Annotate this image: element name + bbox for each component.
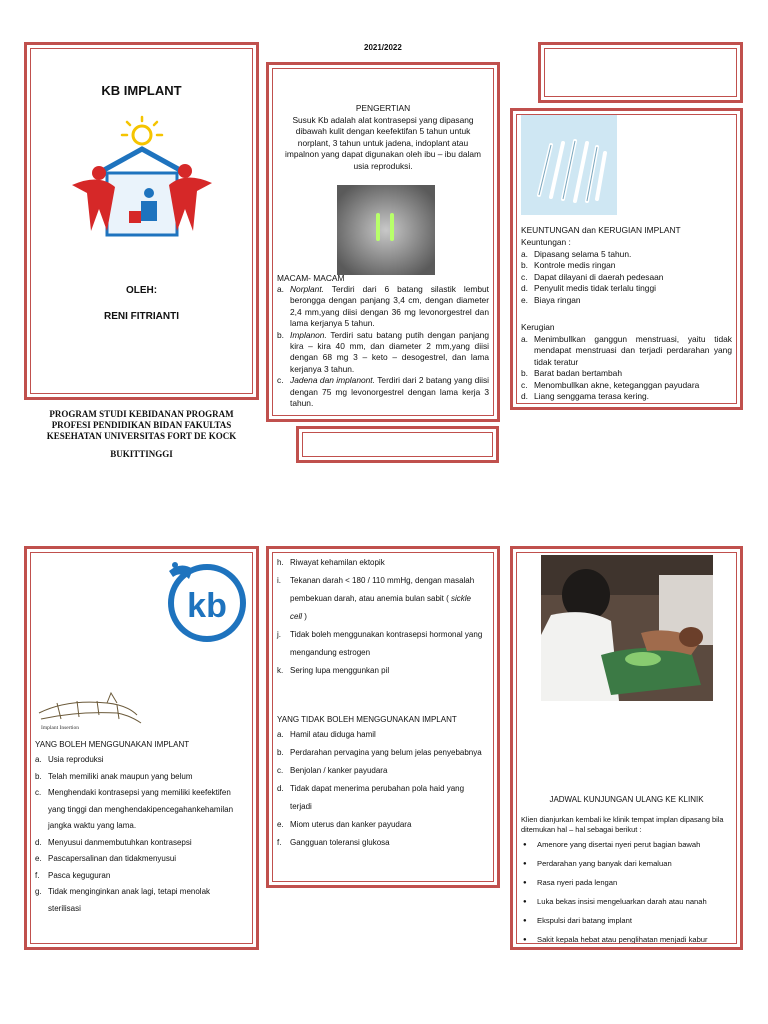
list-item: e. Biaya ringan [521, 294, 581, 305]
benefits-heading: KEUNTUNGAN dan KERUGIAN IMPLANT [521, 225, 681, 235]
allowed-heading: YANG BOLEH MENGGUNAKAN IMPLANT [35, 740, 190, 749]
list-item: e. Miom uterus dan kanker payudara [277, 820, 412, 829]
author-name: RENI FITRIANTI [104, 311, 179, 322]
kb-logo-icon [163, 557, 249, 643]
definition-heading: PENGERTIAN [355, 103, 411, 113]
cons-label: Kerugian [521, 322, 555, 332]
implant-rods-image [337, 185, 435, 275]
list-item: d. Menyusui danmembutuhkan kontrasepsi [35, 837, 192, 847]
list-item: c. Jadena dan implanont. Terdiri dari 2 batang yang diisi dengan 75 mg levonorgestrel dengan lama kerja 3 tahun. [277, 375, 489, 409]
city-name: BUKITTINGGI [110, 449, 173, 459]
schedule-heading: JADWAL KUNJUNGAN ULANG KE KLINIK [549, 795, 704, 804]
list-item: j. Tidak boleh menggunakan kontrasepsi hormonal yang mengandung estrogen [277, 630, 483, 657]
implant-photo [37, 689, 147, 743]
clinic-photo [541, 555, 713, 701]
allowed-list [35, 752, 242, 917]
list-item: g. Tidak menginginkan anak lagi, tetapi menolak sterilisasi [35, 887, 211, 913]
list-item: b. Kontrole medis ringan [521, 260, 616, 271]
list-item: ● Luka bekas insisi mengeluarkan darah atau nanah [523, 897, 732, 907]
implant-diagram-image [521, 115, 617, 215]
not-allowed-panel [266, 546, 500, 888]
schedule-list [523, 840, 732, 954]
allowed-cont-list [277, 554, 485, 680]
cons-list [521, 334, 732, 402]
list-item: b. Barat badan bertambah [521, 368, 622, 379]
list-item: k. Sering lupa menggunkan pil [277, 666, 390, 675]
list-item: ● Amenore yang disertai nyeri perut bagian bawah [523, 840, 732, 850]
list-item: d. Liang senggama terasa kering. [521, 391, 649, 402]
institution-name: PROGRAM STUDI KEBIDANAN PROGRAM PROFESI PENDIDIKAN BIDAN FAKULTAS KESEHATAN UNIVERSITAS FORT DE KOCK [46, 409, 237, 441]
list-item: ● Ekspulsi dari batang implant [523, 916, 732, 926]
top-empty-box [538, 42, 743, 103]
definition-panel [266, 62, 500, 422]
pros-label: Keuntungan : [521, 237, 571, 247]
cover-title: KB IMPLANT [101, 83, 182, 98]
list-item: c. Menombullkan akne, keteganggan payudara [521, 379, 700, 390]
pros-list [521, 249, 732, 306]
cover-panel [24, 42, 259, 400]
list-item: a. Norplant. Terdiri dari 6 batang silastik lembut berongga dengan panjang 3,4 cm, dengan diameter 2,4 mm,yang diisi dengan 36 mg levonorgestrel dan lama kerjanya 5 tahun. [277, 284, 489, 329]
list-item: ● Perdarahan yang banyak dari kemaluan [523, 859, 732, 869]
list-item: a. Menimbullkan ganggun menstruasi, yaitu tidak mendapat menstruasi dan terjadi perdarahan yang tidak teratur [521, 334, 732, 367]
list-item: b. Telah memiliki anak maupun yang belum [35, 771, 193, 781]
list-item: i. Tekanan darah < 180 / 110 mmHg, dengan masalah pembekuan darah, atau anemia bulan sabit ( sickle cell ) [277, 576, 475, 621]
schedule-intro: Klien dianjurkan kembali ke klinik tempat implan dipasang bila ditemukan hal – hal sebagai berikut : [521, 815, 724, 834]
list-item: e. Pascapersalinan dan tidakmenyusui [35, 854, 177, 863]
kb-logo-text: kb [187, 587, 227, 625]
list-item: h. Riwayat kehamilan ektopik [277, 558, 385, 567]
list-item: d. Tidak dapat menerima perubahan pola haid yang terjadi [277, 784, 465, 811]
list-item: d. Penyulit medis tidak terlalu tinggi [521, 283, 656, 294]
list-item: a. Hamil atau diduga hamil [277, 730, 376, 739]
small-empty-box [296, 426, 499, 463]
list-item: b. Implanon. Terdiri satu batang putih dengan panjang kira – kira 40 mm, dan diameter 2 mm,yang diisi dengan 68 mg 3 – keto – desogestrel, dan lama kerjanya 3 tahun. [277, 329, 489, 374]
not-allowed-heading: YANG TIDAK BOLEH MENGGUNAKAN IMPLANT [277, 715, 457, 724]
list-item: c. Benjolan / kanker payudara [277, 766, 388, 775]
types-heading: MACAM- MACAM [277, 273, 345, 283]
benefits-panel [510, 108, 743, 410]
allowed-panel [24, 546, 259, 950]
list-item: ● Sakit kepala hebat atau penglihatan menjadi kabur [523, 935, 732, 945]
list-item: c. Menghendaki kontrasepsi yang memiliki keefektifen yang tinggi dan menghendakipencegahankehamilan jangka waktu yang lama. [35, 788, 234, 830]
school-year: 2021/2022 [364, 43, 402, 52]
not-allowed-list [277, 726, 485, 852]
schedule-panel [510, 546, 743, 950]
by-label: OLEH: [125, 285, 158, 296]
implant-image-caption: Implant Insertion [41, 725, 80, 731]
list-item: c. Dapat dilayani di daerah pedesaan [521, 271, 664, 282]
types-list [277, 284, 489, 409]
definition-text: Susuk Kb adalah alat kontrasepsi yang dipasang dibawah kulit dengan keefektifan 5 tahun untuk norplant, 3 tahun untuk jadena, indoplant atau impalnon yang dapat digunakan oleh ibu – ibu dalam usia reproduksi. [284, 115, 482, 171]
list-item: f. Gangguan toleransi glukosa [277, 838, 390, 847]
list-item: a. Dipasang selama 5 tahun. [521, 249, 632, 259]
list-item: f. Pasca keguguran [35, 870, 111, 880]
list-item: b. Perdarahan pervagina yang belum jelas penyebabnya [277, 748, 482, 757]
family-house-logo-icon [67, 113, 217, 243]
list-item: ● Rasa nyeri pada lengan [523, 878, 732, 888]
list-item: a. Usia reproduksi [35, 755, 104, 764]
